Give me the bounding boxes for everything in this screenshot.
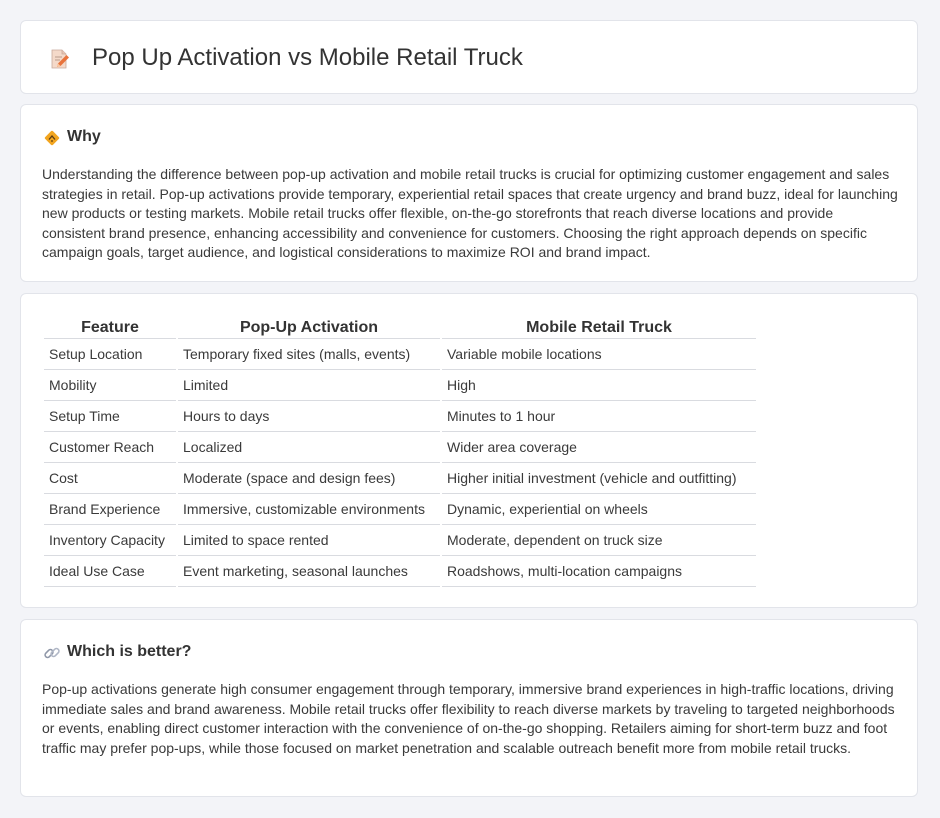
table-cell: Mobility	[44, 370, 176, 401]
which-is-better-heading: Which is better?	[67, 643, 192, 660]
why-section	[20, 104, 918, 282]
which-is-better-section	[20, 619, 918, 797]
table-cell: Limited to space rented	[178, 525, 440, 556]
table-cell: Brand Experience	[44, 494, 176, 525]
table-row	[44, 463, 756, 494]
diamond-sign-icon	[43, 129, 61, 147]
header-pop-up-activation: Pop-Up Activation	[178, 316, 440, 339]
table-header-row	[44, 316, 756, 339]
table-cell: Moderate (space and design fees)	[178, 463, 440, 494]
table-cell: Limited	[178, 370, 440, 401]
table-cell: Ideal Use Case	[44, 556, 176, 587]
table-row	[44, 401, 756, 432]
table-cell: Dynamic, experiential on wheels	[442, 494, 756, 525]
why-heading: Why	[67, 128, 101, 145]
table-cell: Higher initial investment (vehicle and outfitting)	[442, 463, 756, 494]
header-card	[20, 20, 918, 94]
table-cell: Immersive, customizable environments	[178, 494, 440, 525]
table-cell: Inventory Capacity	[44, 525, 176, 556]
table-cell: Customer Reach	[44, 432, 176, 463]
table-row	[44, 370, 756, 401]
table-cell: Event marketing, seasonal launches	[178, 556, 440, 587]
table-row	[44, 494, 756, 525]
table-row	[44, 339, 756, 370]
table-row	[44, 525, 756, 556]
which-is-better-text: Pop-up activations generate high consumer engagement through temporary, immersive brand experiences in high-traffic locations, driving immediate sales and brand awareness. Mobile retail trucks offer flexibility to reach diverse markets by traveling to targeted neighborhoods or events, enabling direct customer interaction with the convenience of on-the-go shopping. Retailers aiming for short-term buzz and foot traffic may prefer pop-ups, while those focused on market penetration and scalable outreach benefit more from mobile retail trucks.	[42, 681, 895, 756]
why-text: Understanding the difference between pop-up activation and mobile retail trucks is crucial for optimizing customer engagement and sales strategies in retail. Pop-up activations provide temporary, experiential retail spaces that create urgency and brand buzz, ideal for launching new products or testing markets. Mobile retail trucks offer flexible, on-the-go storefronts that reach diverse locations and provide consistent brand presence, enhancing accessibility and convenience for customers. Choosing the right approach depends on specific campaign goals, target audience, and logistical considerations to maximize ROI and brand impact.	[42, 166, 898, 261]
table-cell: Variable mobile locations	[442, 339, 756, 370]
table-cell: Minutes to 1 hour	[442, 401, 756, 432]
document-pencil-icon	[47, 47, 71, 71]
table-cell: Setup Time	[44, 401, 176, 432]
table-cell: Wider area coverage	[442, 432, 756, 463]
table-cell: Temporary fixed sites (malls, events)	[178, 339, 440, 370]
table-cell: High	[442, 370, 756, 401]
table-cell: Cost	[44, 463, 176, 494]
table-cell: Moderate, dependent on truck size	[442, 525, 756, 556]
header-mobile-retail-truck: Mobile Retail Truck	[442, 316, 756, 339]
page-title: Pop Up Activation vs Mobile Retail Truck	[92, 44, 523, 71]
link-icon	[43, 644, 61, 662]
header-feature: Feature	[44, 316, 176, 339]
table-row	[44, 432, 756, 463]
table-cell: Setup Location	[44, 339, 176, 370]
table-cell: Roadshows, multi-location campaigns	[442, 556, 756, 587]
comparison-section	[20, 293, 918, 608]
table-row	[44, 556, 756, 587]
comparison-table	[42, 316, 758, 587]
table-cell: Hours to days	[178, 401, 440, 432]
table-cell: Localized	[178, 432, 440, 463]
